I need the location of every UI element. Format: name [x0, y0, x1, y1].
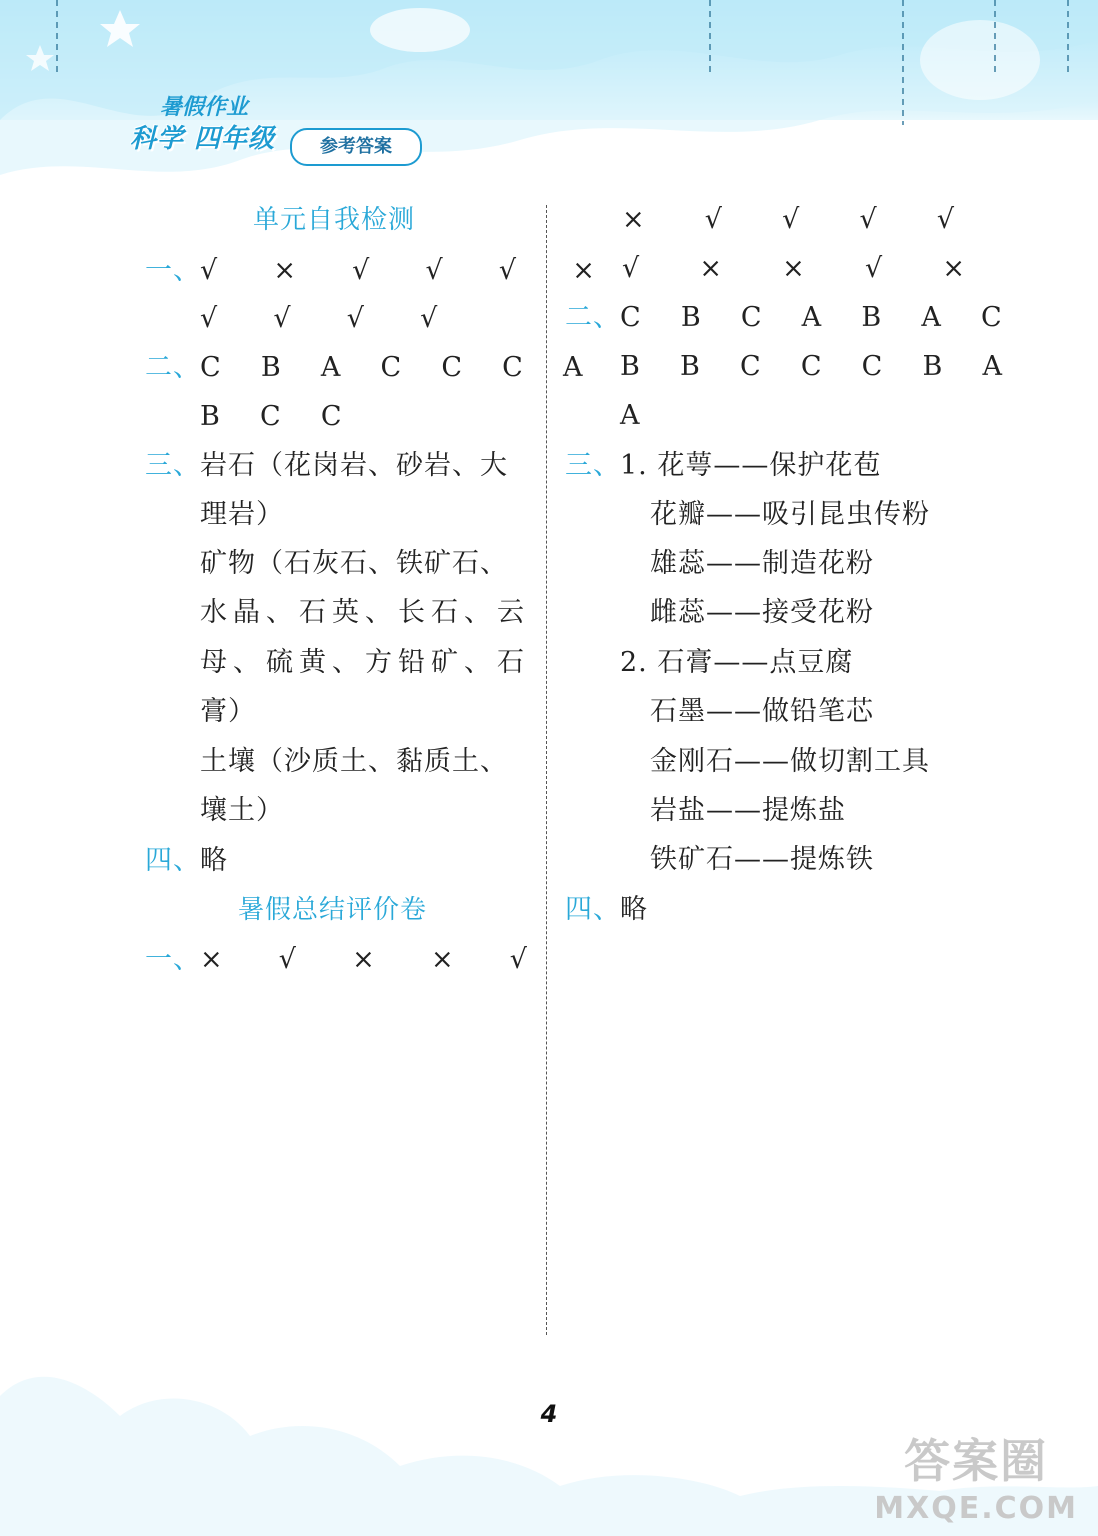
answer-line: 2. 石膏——点豆腐 — [620, 647, 854, 678]
answer-line: × √ × × √ — [200, 944, 528, 975]
item-label: 二、 — [565, 302, 621, 333]
page-number: 4 — [540, 1400, 558, 1428]
item-label: 一、 — [145, 944, 201, 975]
answer-line: 膏） — [200, 696, 256, 727]
answer-line: 略 — [200, 845, 228, 876]
answer-line: C B A C C C A — [200, 352, 584, 383]
answer-line: 岩石（花岗岩、砂岩、大 — [200, 450, 508, 481]
answer-line: B C C — [200, 401, 343, 432]
item-label: 三、 — [565, 450, 621, 481]
item-label: 一、 — [145, 255, 201, 286]
answer-line: 铁矿石——提炼铁 — [650, 844, 874, 875]
answer-line: 金刚石——做切割工具 — [650, 746, 930, 777]
item-label: 二、 — [145, 352, 201, 383]
answer-line: C B C A B A C — [620, 302, 1003, 333]
answer-line: √ × × √ × — [622, 253, 966, 284]
answer-line: 1. 花萼——保护花苞 — [620, 450, 882, 481]
answer-line: 雄蕊——制造花粉 — [650, 548, 874, 579]
answer-line: 理岩） — [200, 499, 284, 530]
answer-line: 雌蕊——接受花粉 — [650, 597, 874, 628]
answer-line: 花瓣——吸引昆虫传粉 — [650, 499, 930, 530]
answer-line: 石墨——做铅笔芯 — [650, 696, 874, 727]
answer-line: 矿物（石灰石、铁矿石、 — [200, 548, 508, 579]
watermark-cn: 答案圈 — [904, 1434, 1049, 1488]
answer-line: A — [620, 400, 641, 431]
answer-line: 壤土） — [200, 795, 284, 826]
item-label: 四、 — [145, 845, 201, 876]
series-title: 暑假作业 — [160, 95, 249, 120]
subject-grade: 科学 四年级 — [130, 124, 276, 154]
watermark-en: MXQE.COM — [874, 1491, 1078, 1526]
item-label: 四、 — [565, 894, 621, 925]
watermark-logo — [874, 1425, 1078, 1526]
answer-line: 略 — [620, 894, 648, 925]
item-label: 三、 — [145, 450, 201, 481]
answer-line: 岩盐——提炼盐 — [650, 795, 846, 826]
answer-line: × √ √ √ √ — [622, 204, 956, 235]
answer-line: 水晶、石英、长石、云 — [200, 597, 530, 628]
answer-line: B B C C C B A — [620, 351, 1003, 382]
answer-badge: 参考答案 — [290, 128, 422, 166]
answer-line: 土壤（沙质土、黏质土、 — [200, 746, 508, 777]
answer-line: 母、硫黄、方铅矿、石 — [200, 647, 530, 678]
section-title-unit-check: 单元自我检测 — [253, 205, 416, 235]
section-title-summary-exam: 暑假总结评价卷 — [238, 895, 428, 925]
answer-line: √ × √ √ √ × — [200, 255, 596, 286]
answer-line: √ √ √ √ — [200, 303, 439, 334]
